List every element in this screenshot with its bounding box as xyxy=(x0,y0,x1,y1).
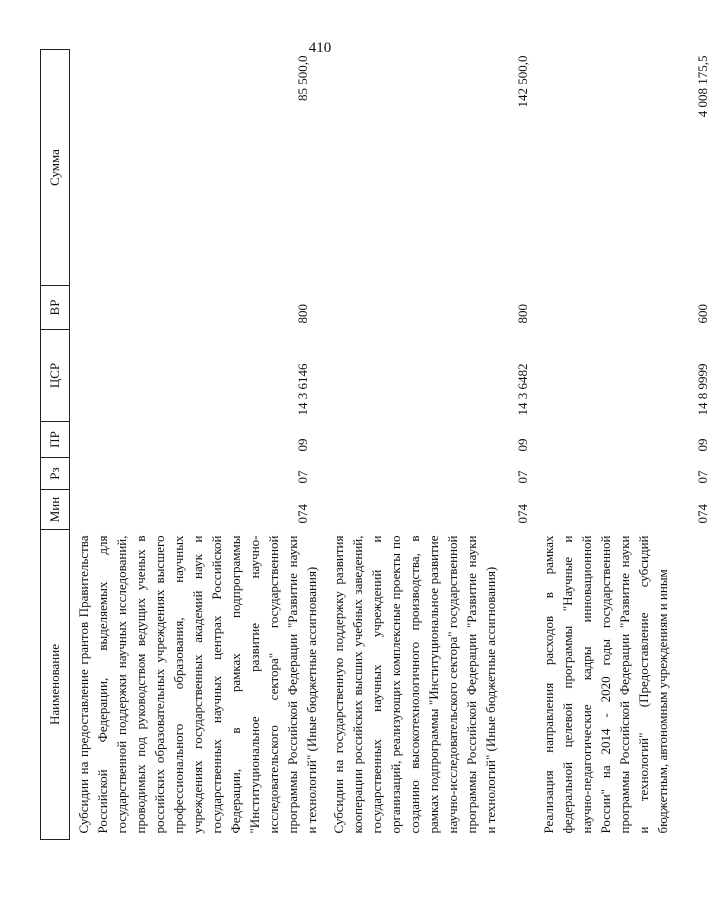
header-pr: ПР xyxy=(41,422,70,458)
row-pr: 09 xyxy=(515,438,530,452)
page-number: 410 xyxy=(308,40,332,56)
row-vr: 800 xyxy=(515,304,530,324)
row-min: 074 xyxy=(295,504,310,524)
row-csr: 14 3 6146 xyxy=(295,363,310,416)
table-header-row xyxy=(41,50,70,840)
row-sum: 85 500,0 xyxy=(295,55,310,101)
row-vr: 600 xyxy=(695,304,710,324)
rotated-page xyxy=(40,50,710,840)
row-name: Субсидии на государственную поддержку развития кооперации российских высших учебных заведений, государственных научных учреждений и организаций, реализующих комплексные проекты по созданию высокотехнологичного производства, в рамках подпрограммы "Институциональное развитие научно-исследовательского сектора" государственной программы Российской Федерации "Развитие науки и технологий" (Иные бюджетные ассигнования) xyxy=(331,535,498,834)
row-pr: 09 xyxy=(695,438,710,452)
table-row xyxy=(535,50,715,840)
row-rz: 07 xyxy=(515,470,530,484)
header-csr: ЦСР xyxy=(41,330,70,422)
table-row xyxy=(325,50,535,840)
budget-table xyxy=(40,49,715,840)
row-pr: 09 xyxy=(295,438,310,452)
header-rz: Рз xyxy=(41,458,70,490)
row-sum: 4 008 175,5 xyxy=(695,55,710,118)
row-csr: 14 8 9999 xyxy=(695,363,710,416)
row-min: 074 xyxy=(515,504,530,524)
header-sum: Сумма xyxy=(41,50,70,286)
header-vr: ВР xyxy=(41,286,70,330)
row-min: 074 xyxy=(695,504,710,524)
row-name: Субсидии на предоставление грантов Правительства Российской Федерации, выделяемых для государственной поддержки научных исследований, проводимых под руководством ведущих ученых в российских образовательных учреждениях высшего профессионального образования, научных учреждениях государственных академий наук и государственных научных центрах Российской Федерации, в рамках подпрограммы "Институциональное развитие научно-исследовательского сектора" государственной программы Российской Федерации "Развитие науки и технологий" (Иные бюджетные ассигнования) xyxy=(76,535,319,834)
row-csr: 14 3 6482 xyxy=(515,363,530,416)
table-row xyxy=(70,50,326,840)
row-rz: 07 xyxy=(695,470,710,484)
row-sum: 142 500,0 xyxy=(515,55,530,108)
row-name: Реализация направления расходов в рамках федеральной целевой программы "Научные и научно-педагогические кадры инновационной России" на 2014 - 2020 годы государственной программы Российской Федерации "Развитие науки и технологий" (Предоставление субсидий бюджетным, автономным учреждениям и иным xyxy=(541,535,670,834)
header-name: Наименование xyxy=(41,530,70,840)
header-min: Мин xyxy=(41,490,70,530)
row-rz: 07 xyxy=(295,470,310,484)
row-vr: 800 xyxy=(295,304,310,324)
